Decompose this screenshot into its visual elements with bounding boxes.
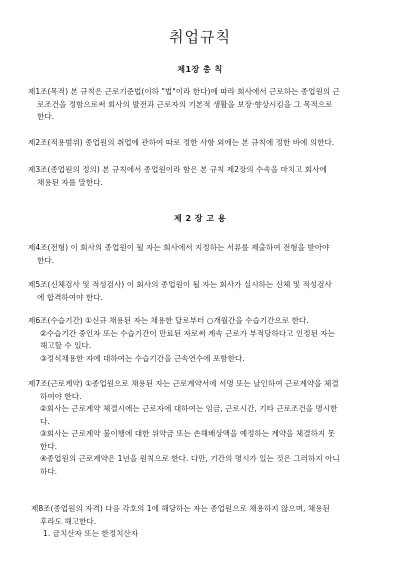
article-4-line: 제4조(전형) 이 회사의 종업원이 될 자는 회사에서 지정하는 서류를 제출하여 전형을 받아야 [28,243,330,252]
article-7-line: 다. [40,416,50,426]
article-3-line: 제3조(종업원의 정의) 본 규칙에서 종업원이라 함은 본 규칙 제2장의 수속을 마치고 회사에 [28,165,327,174]
article-5-line: 에 합격하여야 한다. [37,292,103,302]
article-1 [28,86,374,124]
article-7-line: 한다. [40,441,58,451]
chapter-1-heading: 제1장 총 칙 [177,65,223,74]
article-1-line: 한다. [37,112,55,121]
article-6-line: ③정식채용한 자에 대하여는 수습기간을 근속연수에 포함한다. [40,353,245,363]
article-2-line: 제2조(적용범위) 종업원의 취업에 관하여 따로 정한 사항 외에는 본 규칙에 정한 바에 의한다. [28,138,335,147]
article-7-line: ④종업원의 근로계약은 1년을 원칙으로 한다. 다만, 기간의 명시가 있는 것은 그러하지 아니 [40,454,340,463]
article-3 [28,164,374,189]
article-7-line: ③회사는 근로계약 불이행에 대한 위약금 또는 손해배상액을 예정하는 계약을 체결하지 못 [40,429,336,438]
article-1-line: 제1조(목적) 본 규칙은 근로기준법(이하 "법"이라 한다)에 따라 회사에서 근로하는 종업원의 근 [28,87,340,96]
article-8-line: 후라도 해고한다. [40,516,97,526]
article-6 [28,315,374,365]
article-7-line: 제7조(근로계약) ①종업원으로 채용된 자는 근로계약서에 서명 또는 날인하여 근로계약을 체결 [28,379,339,388]
article-8-line: 1. 금치산자 또는 한정치산자 [43,529,139,538]
article-7 [28,378,374,478]
article-8 [31,503,377,541]
article-8-line: 제8조(종업원의 자격) 다음 각호의 1에 해당하는 자는 종업원으로 채용하지 않으며, 채용된 [31,504,330,513]
chapter-2-heading: 제 2 장 고 용 [173,214,227,223]
article-2 [28,137,374,150]
article-7-line: 하여야 한다. [40,391,82,401]
article-7-line: ②회사는 근로계약 체결시에는 근로자에 대하여는 임금, 근로시간, 기타 근로조건을 명시한 [40,404,338,413]
article-4 [28,242,374,267]
document-title: 취업규칙 [169,28,231,46]
article-7-line: 하다. [40,466,58,476]
article-5-line: 제5조(신체검사 및 적성검사) 이 회사의 종업원이 될 자는 회사가 실시하는 신체 및 적성검사 [28,280,332,289]
article-5 [28,279,374,304]
article-4-line: 한다. [37,255,55,265]
article-1-line: 로조건을 정함으로써 회사의 발전과 근로자의 기본적 생활을 보장·향상시킴을 그 목적으로 [37,99,333,109]
article-3-line: 채용된 자를 말한다. [37,177,103,187]
article-6-line: ②수습기간 중인자 또는 수습기간이 만료된 자로써 계속 근로가 부적당하다고 인정된 자는 [40,328,336,338]
article-6-line: 제6조(수습기간) ①신규 채용된 자는 채용한 달로부터 ○개월간을 수습기간으로 한다. [28,316,309,325]
article-6-line: 해고할 수 있다. [40,341,92,350]
